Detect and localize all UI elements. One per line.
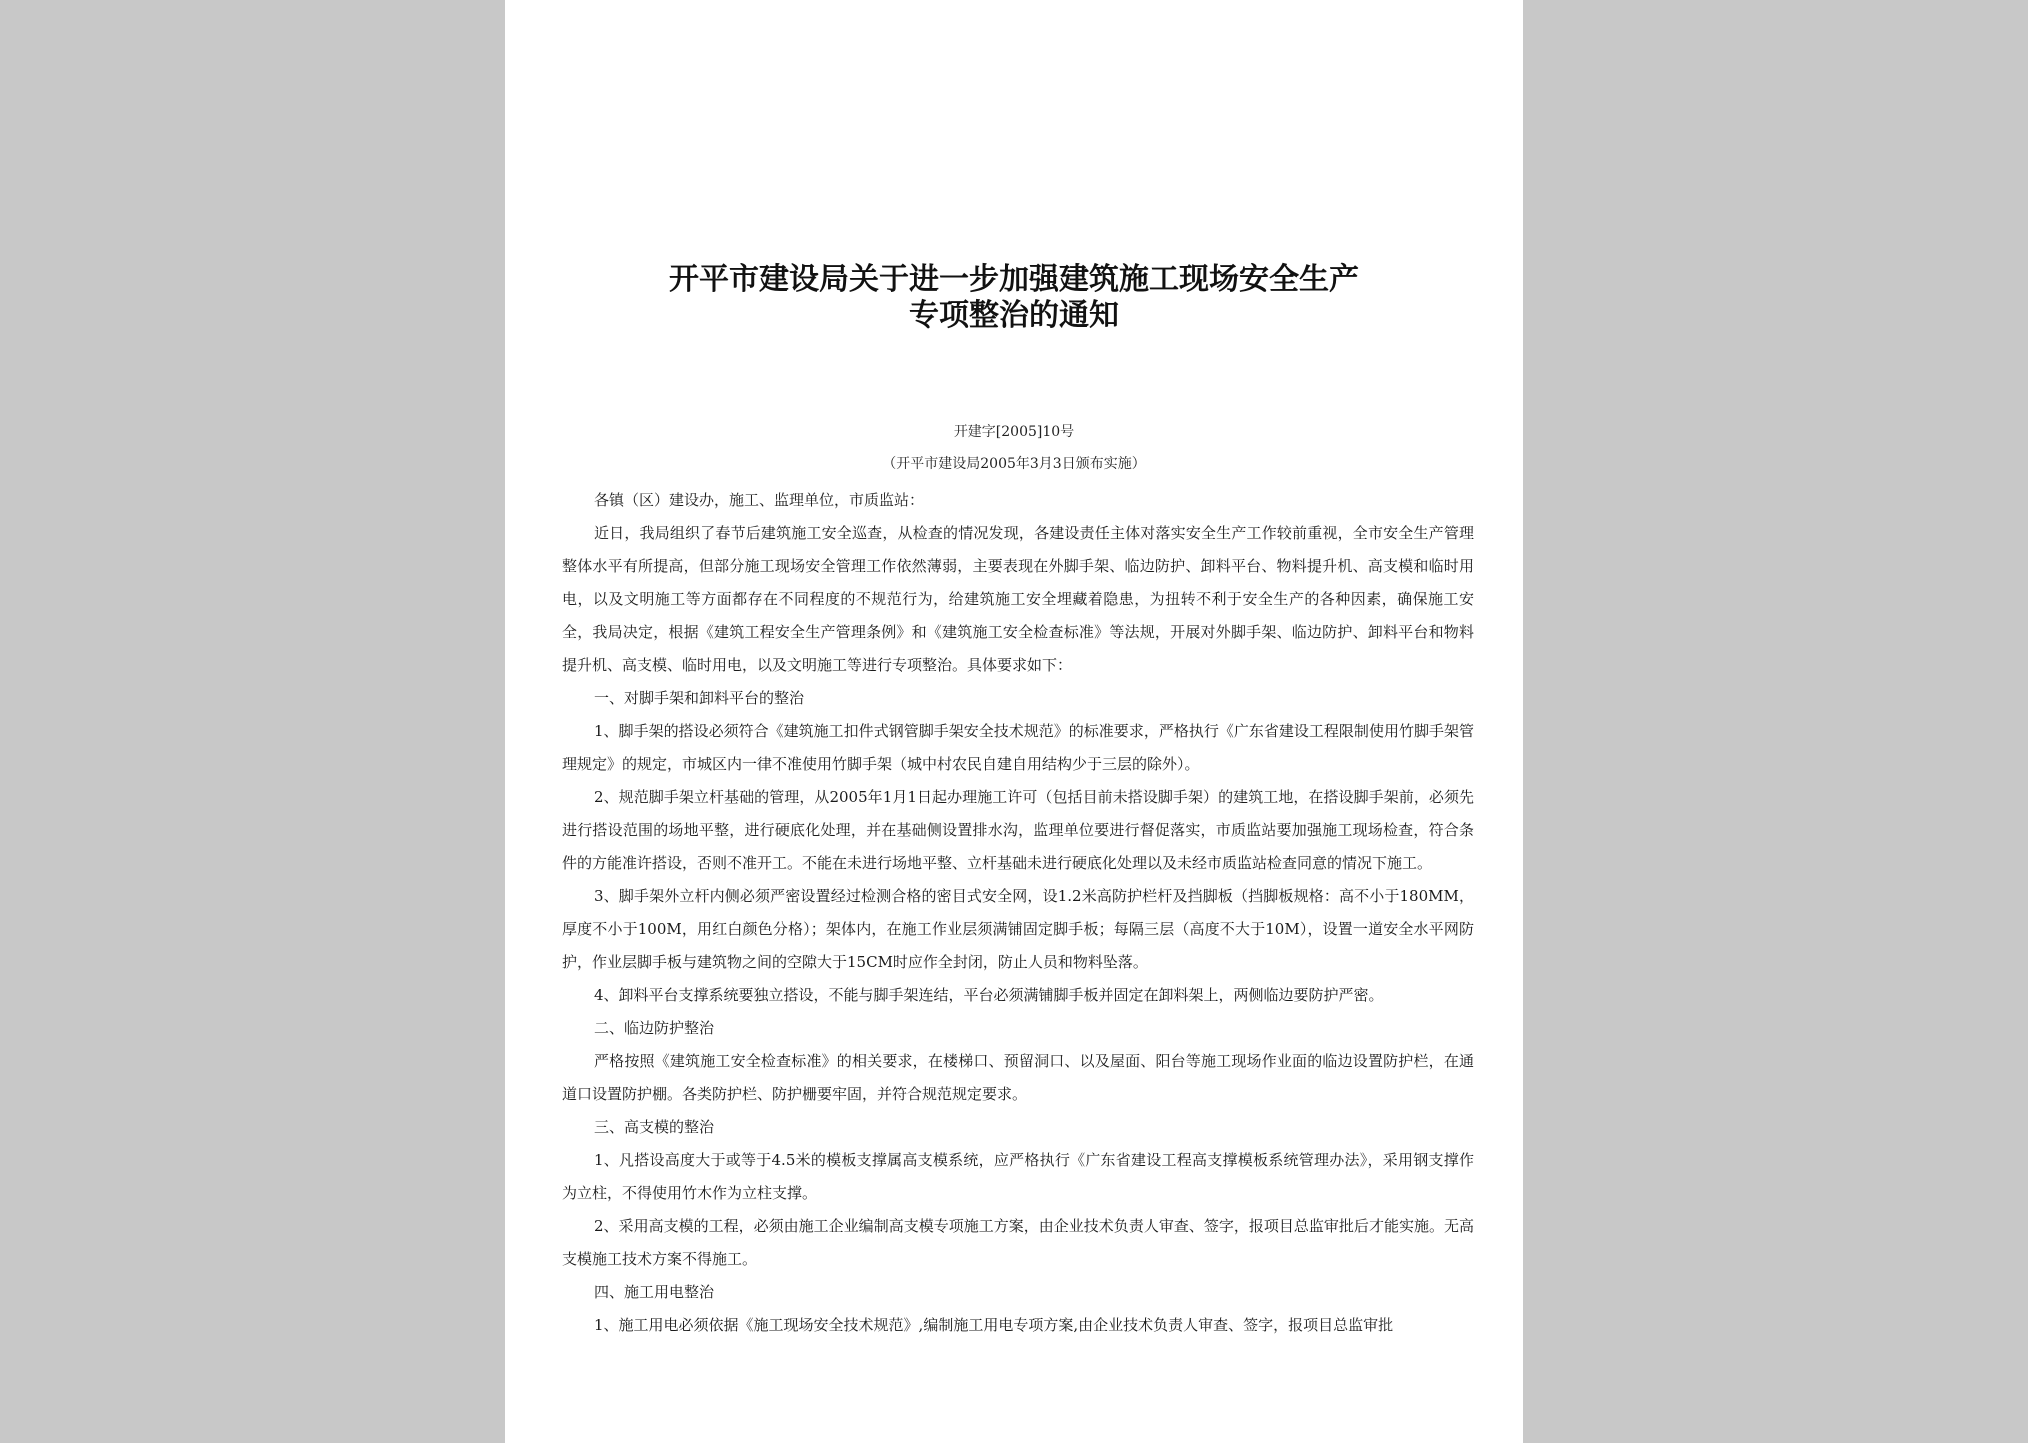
document-body [562,484,1474,1342]
paragraph-intro: 近日，我局组织了春节后建筑施工安全巡查，从检查的情况发现，各建设责任主体对落实安全生产工作较前重视，全市安全生产管理整体水平有所提高，但部分施工现场安全管理工作依然薄弱，主要表现在外脚手架、临边防护、卸料平台、物料提升机、高支模和临时用电，以及文明施工等方面都存在不同程度的不规范行为，给建筑施工安全埋藏着隐患，为扭转不利于安全生产的各种因素，确保施工安全，我局决定，根据《建筑工程安全生产管理条例》和《建筑施工安全检查标准》等法规，开展对外脚手架、临边防护、卸料平台和物料提升机、高支模、临时用电，以及文明施工等进行专项整治。具体要求如下： [562,524,1474,674]
paragraph: 2、采用高支模的工程，必须由施工企业编制高支模专项施工方案，由企业技术负责人审查、签字，报项目总监审批后才能实施。无高支模施工技术方案不得施工。 [562,1217,1474,1268]
issued-note: （开平市建设局2005年3月3日颁布实施） [882,456,1146,472]
section-heading-4: 四、施工用电整治 [594,1283,715,1301]
paragraph: 4、卸料平台支撑系统要独立搭设，不能与脚手架连结，平台必须满铺脚手板并固定在卸料架上，两侧临边要防护严密。 [594,986,1384,1004]
document-page [505,0,1523,1443]
title-line-2: 专项整治的通知 [909,298,1119,333]
section-heading-1: 一、对脚手架和卸料平台的整治 [594,689,805,707]
title-line-1: 开平市建设局关于进一步加强建筑施工现场安全生产 [669,262,1359,297]
document-number: 开建字[2005]10号 [953,424,1075,440]
paragraph: 1、凡搭设高度大于或等于4.5米的模板支撑属高支模系统，应严格执行《广东省建设工程高支撑模板系统管理办法》，采用钢支撑作为立柱，不得使用竹木作为立柱支撑。 [562,1151,1474,1202]
section-heading-3: 三、高支模的整治 [594,1118,715,1136]
paragraph-salutation: 各镇（区）建设办，施工、监理单位，市质监站： [594,491,925,509]
paragraph: 严格按照《建筑施工安全检查标准》的相关要求，在楼梯口、预留洞口、以及屋面、阳台等施工现场作业面的临边设置防护栏，在通道口设置防护棚。各类防护栏、防护栅要牢固，并符合规范规定要求。 [562,1052,1474,1103]
paragraph: 1、施工用电必须依据《施工现场安全技术规范》,编制施工用电专项方案,由企业技术负责人审查、签字，报项目总监审批 [594,1316,1394,1334]
section-heading-2: 二、临边防护整治 [594,1019,715,1037]
paragraph: 3、脚手架外立杆内侧必须严密设置经过检测合格的密目式安全网，设1.2米高防护栏杆及挡脚板（挡脚板规格：高不小于180MM，厚度不小于100M，用红白颜色分格）；架体内，在施工作业层须满铺固定脚手板；每隔三层（高度不大于10M），设置一道安全水平网防护，作业层脚手板与建筑物之间的空隙大于15CM时应作全封闭，防止人员和物料坠落。 [562,887,1474,971]
paragraph: 2、规范脚手架立杆基础的管理，从2005年1月1日起办理施工许可（包括目前未搭设脚手架）的建筑工地，在搭设脚手架前，必须先进行搭设范围的场地平整，进行硬底化处理，并在基础侧设置排水沟，监理单位要进行督促落实，市质监站要加强施工现场检查，符合条件的方能准许搭设，否则不准开工。不能在未进行场地平整、立杆基础未进行硬底化处理以及未经市质监站检查同意的情况下施工。 [562,788,1474,872]
paragraph: 1、脚手架的搭设必须符合《建筑施工扣件式钢管脚手架安全技术规范》的标准要求，严格执行《广东省建设工程限制使用竹脚手架管理规定》的规定，市城区内一律不准使用竹脚手架（城中村农民自建自用结构少于三层的除外）。 [562,722,1474,773]
document-title [545,262,1483,334]
